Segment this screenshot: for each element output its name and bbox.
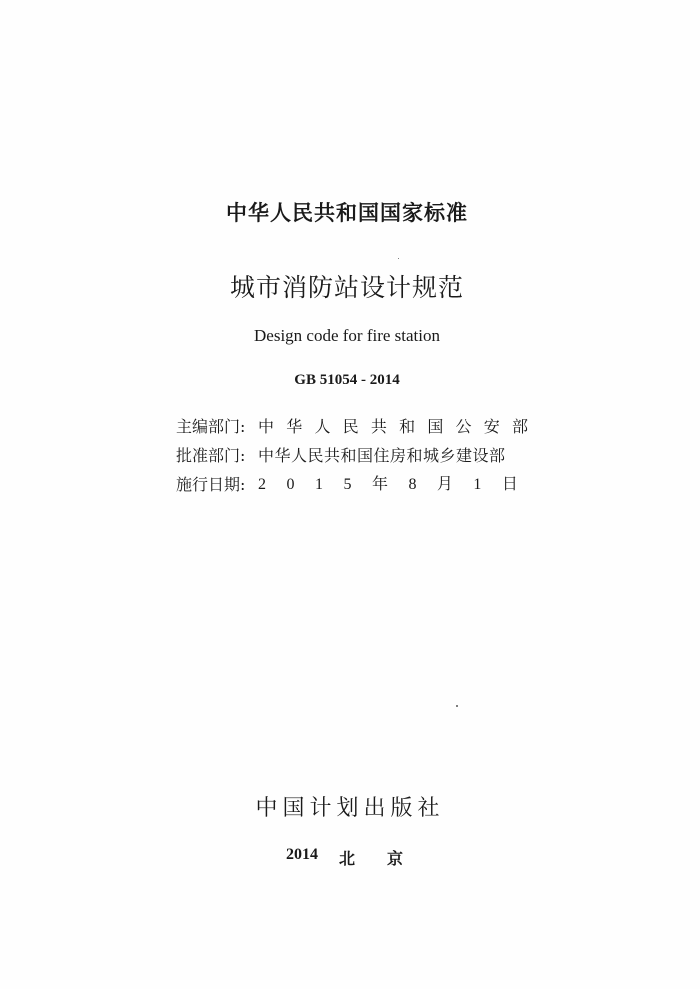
editor-char: 公	[455, 417, 472, 436]
date-char: 年	[371, 476, 388, 493]
date-char: 1	[314, 476, 323, 493]
date-char: 2	[258, 476, 266, 493]
editor-value	[258, 412, 528, 441]
editor-label: 主编部门:	[176, 417, 246, 436]
editor-char: 人	[314, 417, 331, 436]
editor-char: 安	[483, 417, 500, 436]
info-block	[176, 412, 536, 499]
editor-char: 国	[427, 417, 444, 436]
paper-speck	[456, 705, 458, 707]
date-value	[258, 470, 518, 499]
date-char: 月	[436, 476, 453, 493]
editor-char: 民	[342, 417, 359, 436]
date-char: 0	[286, 476, 295, 493]
date-label: 施行日期:	[176, 475, 246, 494]
editor-char: 共	[370, 417, 387, 436]
date-char: 8	[408, 476, 417, 493]
editor-char: 中	[258, 417, 275, 436]
paper-speck	[398, 258, 399, 259]
publisher-name: 中国计划出版社	[255, 796, 445, 821]
publication-year: 2014	[286, 846, 318, 863]
date-char: 1	[473, 476, 482, 493]
approver-row	[176, 441, 536, 470]
editor-char: 华	[286, 417, 303, 436]
date-row	[176, 470, 536, 499]
title-chinese: 城市消防站设计规范	[229, 273, 464, 302]
approver-value: 中华人民共和国住房和城乡建设部	[258, 446, 506, 465]
editor-char: 部	[511, 417, 528, 436]
publication-city: 北京	[339, 849, 436, 868]
editor-row	[176, 412, 536, 441]
standard-code: GB 51054 - 2014	[294, 372, 400, 388]
editor-char: 和	[399, 417, 416, 436]
approver-label: 批准部门:	[176, 446, 246, 465]
date-char: 5	[343, 476, 352, 493]
standard-category: 中华人民共和国国家标准	[226, 201, 468, 225]
title-english: Design code for fire station	[254, 326, 440, 345]
date-char: 日	[501, 476, 518, 493]
